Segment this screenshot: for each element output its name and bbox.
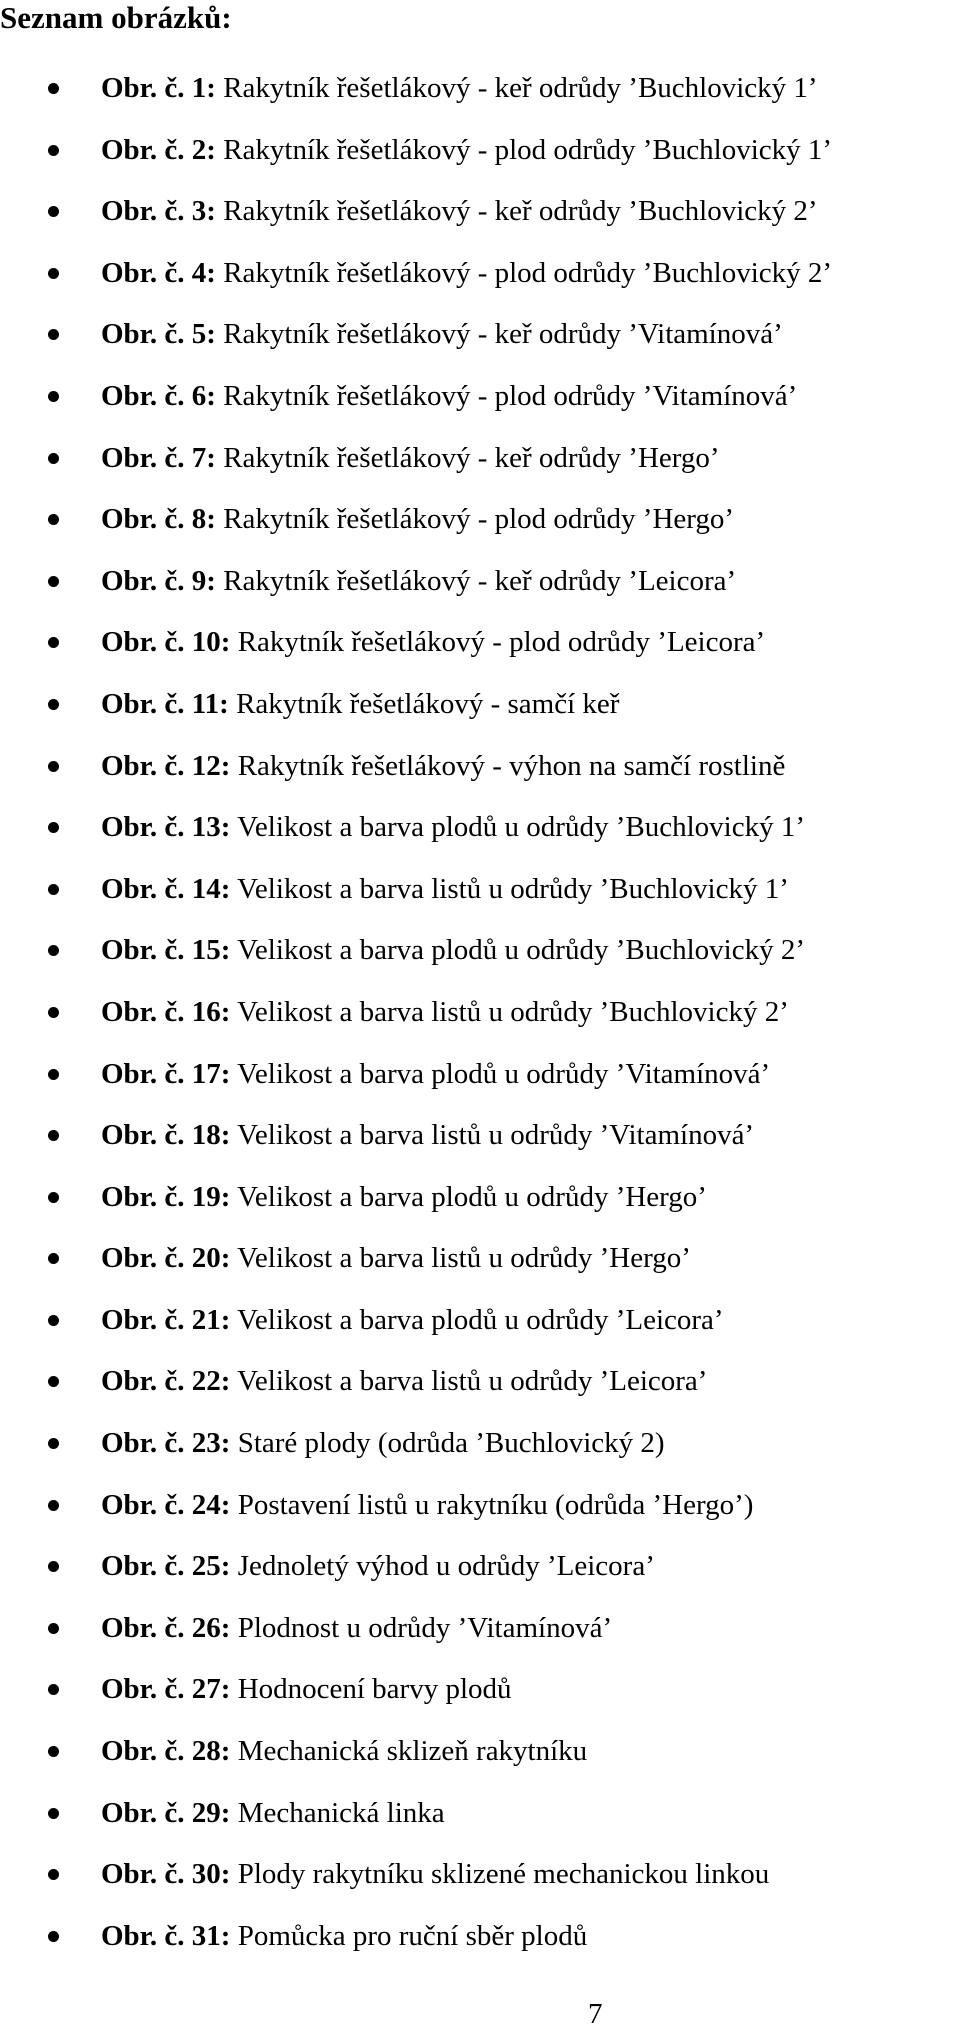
bullet-icon	[48, 391, 59, 402]
list-item-text	[101, 1048, 770, 1101]
figure-label: Obr. č. 7:	[101, 441, 216, 474]
figure-label: Obr. č. 21:	[101, 1303, 231, 1336]
list-item-text	[101, 1663, 512, 1716]
figure-caption: Plodnost u odrůdy ’Vitamínová’	[230, 1611, 613, 1644]
figure-caption: Mechanická linka	[230, 1796, 445, 1829]
list-item-text	[101, 1294, 724, 1347]
figure-label: Obr. č. 3:	[101, 195, 216, 228]
figure-caption: Velikost a barva plodů u odrůdy ’Buchlovický 2’	[230, 934, 805, 967]
bullet-icon	[48, 637, 59, 648]
figure-caption: Rakytník řešetlákový - keř odrůdy ’Buchlovický 2’	[215, 195, 818, 228]
figure-caption: Rakytník řešetlákový - plod odrůdy ’Leicora’	[230, 626, 766, 659]
figure-label: Obr. č. 24:	[101, 1488, 231, 1521]
bullet-icon	[48, 1315, 59, 1326]
list-item-text	[101, 740, 785, 793]
bullet-icon	[48, 514, 59, 525]
figure-label: Obr. č. 26:	[101, 1611, 231, 1644]
bullet-icon	[48, 1007, 59, 1018]
figure-caption: Velikost a barva plodů u odrůdy ’Vitamínová’	[230, 1057, 771, 1090]
list-item-text	[101, 124, 832, 177]
list-item-text	[101, 616, 765, 669]
figure-caption: Rakytník řešetlákový - výhon na samčí rostlině	[230, 749, 786, 782]
list-item-text	[101, 1602, 612, 1655]
figure-caption: Staré plody (odrůda ’Buchlovický 2)	[230, 1427, 665, 1460]
figure-caption: Jednoletý výhod u odrůdy ’Leicora’	[230, 1550, 655, 1583]
figure-caption: Pomůcka pro ruční sběr plodů	[230, 1919, 588, 1952]
figure-label: Obr. č. 13:	[101, 811, 231, 844]
bullet-icon	[48, 1376, 59, 1387]
bullet-icon	[48, 1438, 59, 1449]
figure-caption: Hodnocení barvy plodů	[230, 1673, 512, 1706]
figure-caption: Velikost a barva listů u odrůdy ’Hergo’	[230, 1242, 691, 1275]
bullet-icon	[48, 1500, 59, 1511]
figure-label: Obr. č. 2:	[101, 133, 216, 166]
list-item-text	[101, 678, 619, 731]
figure-label: Obr. č. 5:	[101, 318, 216, 351]
figure-caption: Velikost a barva listů u odrůdy ’Vitamínová’	[230, 1119, 755, 1152]
bullet-icon	[48, 1069, 59, 1080]
figure-label: Obr. č. 14:	[101, 872, 231, 905]
bullet-icon	[48, 1931, 59, 1942]
figure-caption: Rakytník řešetlákový - keř odrůdy ’Leicora’	[215, 564, 737, 597]
figure-caption: Rakytník řešetlákový - plod odrůdy ’Vitamínová’	[215, 379, 798, 412]
list-item-text	[101, 308, 783, 361]
bullet-icon	[48, 1192, 59, 1203]
bullet-icon	[48, 761, 59, 772]
figure-label: Obr. č. 17:	[101, 1057, 231, 1090]
figure-label: Obr. č. 4:	[101, 256, 216, 289]
figure-caption: Mechanická sklizeň rakytníku	[230, 1735, 588, 1768]
bullet-icon	[48, 1130, 59, 1141]
list-item-text	[101, 1171, 707, 1224]
page-number: 7	[588, 1998, 603, 2030]
list-item-text	[101, 1232, 691, 1285]
bullet-icon	[48, 1561, 59, 1572]
figure-caption: Rakytník řešetlákový - plod odrůdy ’Hergo’	[215, 503, 735, 536]
figure-label: Obr. č. 20:	[101, 1242, 231, 1275]
list-item-text	[101, 1109, 754, 1162]
bullet-icon	[48, 1623, 59, 1634]
figure-label: Obr. č. 29:	[101, 1796, 231, 1829]
figure-label: Obr. č. 28:	[101, 1735, 231, 1768]
bullet-icon	[48, 884, 59, 895]
list-item-text	[101, 1479, 753, 1532]
list-item-text	[101, 986, 789, 1039]
figure-caption: Velikost a barva listů u odrůdy ’Leicora’	[230, 1365, 708, 1398]
list-item-text	[101, 1787, 445, 1840]
figure-label: Obr. č. 22:	[101, 1365, 231, 1398]
figure-label: Obr. č. 27:	[101, 1673, 231, 1706]
bullet-icon	[48, 268, 59, 279]
list-item-text	[101, 801, 805, 854]
figure-label: Obr. č. 11:	[101, 687, 229, 720]
list-heading: Seznam obrázků:	[0, 0, 232, 35]
figure-label: Obr. č. 30:	[101, 1858, 231, 1891]
figure-caption: Postavení listů u rakytníku (odrůda ’Hergo’)	[230, 1488, 754, 1521]
bullet-icon	[48, 453, 59, 464]
bullet-icon	[48, 329, 59, 340]
list-item-text	[101, 1725, 587, 1778]
figure-label: Obr. č. 15:	[101, 934, 231, 967]
figure-label: Obr. č. 9:	[101, 564, 216, 597]
figure-label: Obr. č. 19:	[101, 1180, 231, 1213]
figure-label: Obr. č. 6:	[101, 379, 216, 412]
figure-label: Obr. č. 8:	[101, 503, 216, 536]
figure-caption: Velikost a barva listů u odrůdy ’Buchlovický 2’	[230, 995, 789, 1028]
figure-caption: Velikost a barva plodů u odrůdy ’Leicora’	[230, 1303, 724, 1336]
figure-caption: Rakytník řešetlákový - keř odrůdy ’Vitamínová’	[215, 318, 783, 351]
figure-label: Obr. č. 25:	[101, 1550, 231, 1583]
list-item-text	[101, 1540, 655, 1593]
list-item-text	[101, 62, 818, 115]
figure-caption: Velikost a barva plodů u odrůdy ’Buchlovický 1’	[230, 811, 805, 844]
figure-caption: Rakytník řešetlákový - plod odrůdy ’Buchlovický 1’	[215, 133, 833, 166]
figure-caption: Rakytník řešetlákový - keř odrůdy ’Hergo’	[215, 441, 720, 474]
bullet-icon	[48, 206, 59, 217]
figure-caption: Rakytník řešetlákový - plod odrůdy ’Buchlovický 2’	[215, 256, 833, 289]
bullet-icon	[48, 822, 59, 833]
figure-label: Obr. č. 31:	[101, 1919, 231, 1952]
list-item-text	[101, 493, 734, 546]
list-item-text	[101, 370, 797, 423]
figure-caption: Velikost a barva listů u odrůdy ’Buchlovický 1’	[230, 872, 789, 905]
figure-caption: Rakytník řešetlákový - keř odrůdy ’Buchlovický 1’	[215, 72, 818, 104]
list-item-text	[101, 185, 818, 238]
figure-label: Obr. č. 16:	[101, 995, 231, 1028]
figure-caption: Plody rakytníku sklizené mechanickou linkou	[230, 1858, 770, 1891]
figure-label: Obr. č. 12:	[101, 749, 231, 782]
figure-label: Obr. č. 1:	[101, 72, 216, 104]
figure-label: Obr. č. 10:	[101, 626, 231, 659]
bullet-icon	[48, 1746, 59, 1757]
list-item-text	[101, 555, 736, 608]
bullet-icon	[48, 1253, 59, 1264]
bullet-icon	[48, 699, 59, 710]
bullet-icon	[48, 145, 59, 156]
figure-caption: Rakytník řešetlákový - samčí keř	[228, 687, 620, 720]
figure-caption: Velikost a barva plodů u odrůdy ’Hergo’	[230, 1180, 707, 1213]
bullet-icon	[48, 576, 59, 587]
figure-label: Obr. č. 18:	[101, 1119, 231, 1152]
list-item-text	[101, 1848, 769, 1901]
bullet-icon	[48, 83, 59, 94]
list-item-text	[101, 1355, 707, 1408]
bullet-icon	[48, 1808, 59, 1819]
bullet-icon	[48, 945, 59, 956]
list-item-text	[101, 1910, 587, 1963]
list-item-text	[101, 432, 720, 485]
bullet-icon	[48, 1869, 59, 1880]
bullet-icon	[48, 1684, 59, 1695]
list-item-text	[101, 924, 805, 977]
list-item-text	[101, 863, 789, 916]
list-item-text	[101, 247, 832, 300]
figure-label: Obr. č. 23:	[101, 1427, 231, 1460]
list-item-text	[101, 1417, 665, 1470]
